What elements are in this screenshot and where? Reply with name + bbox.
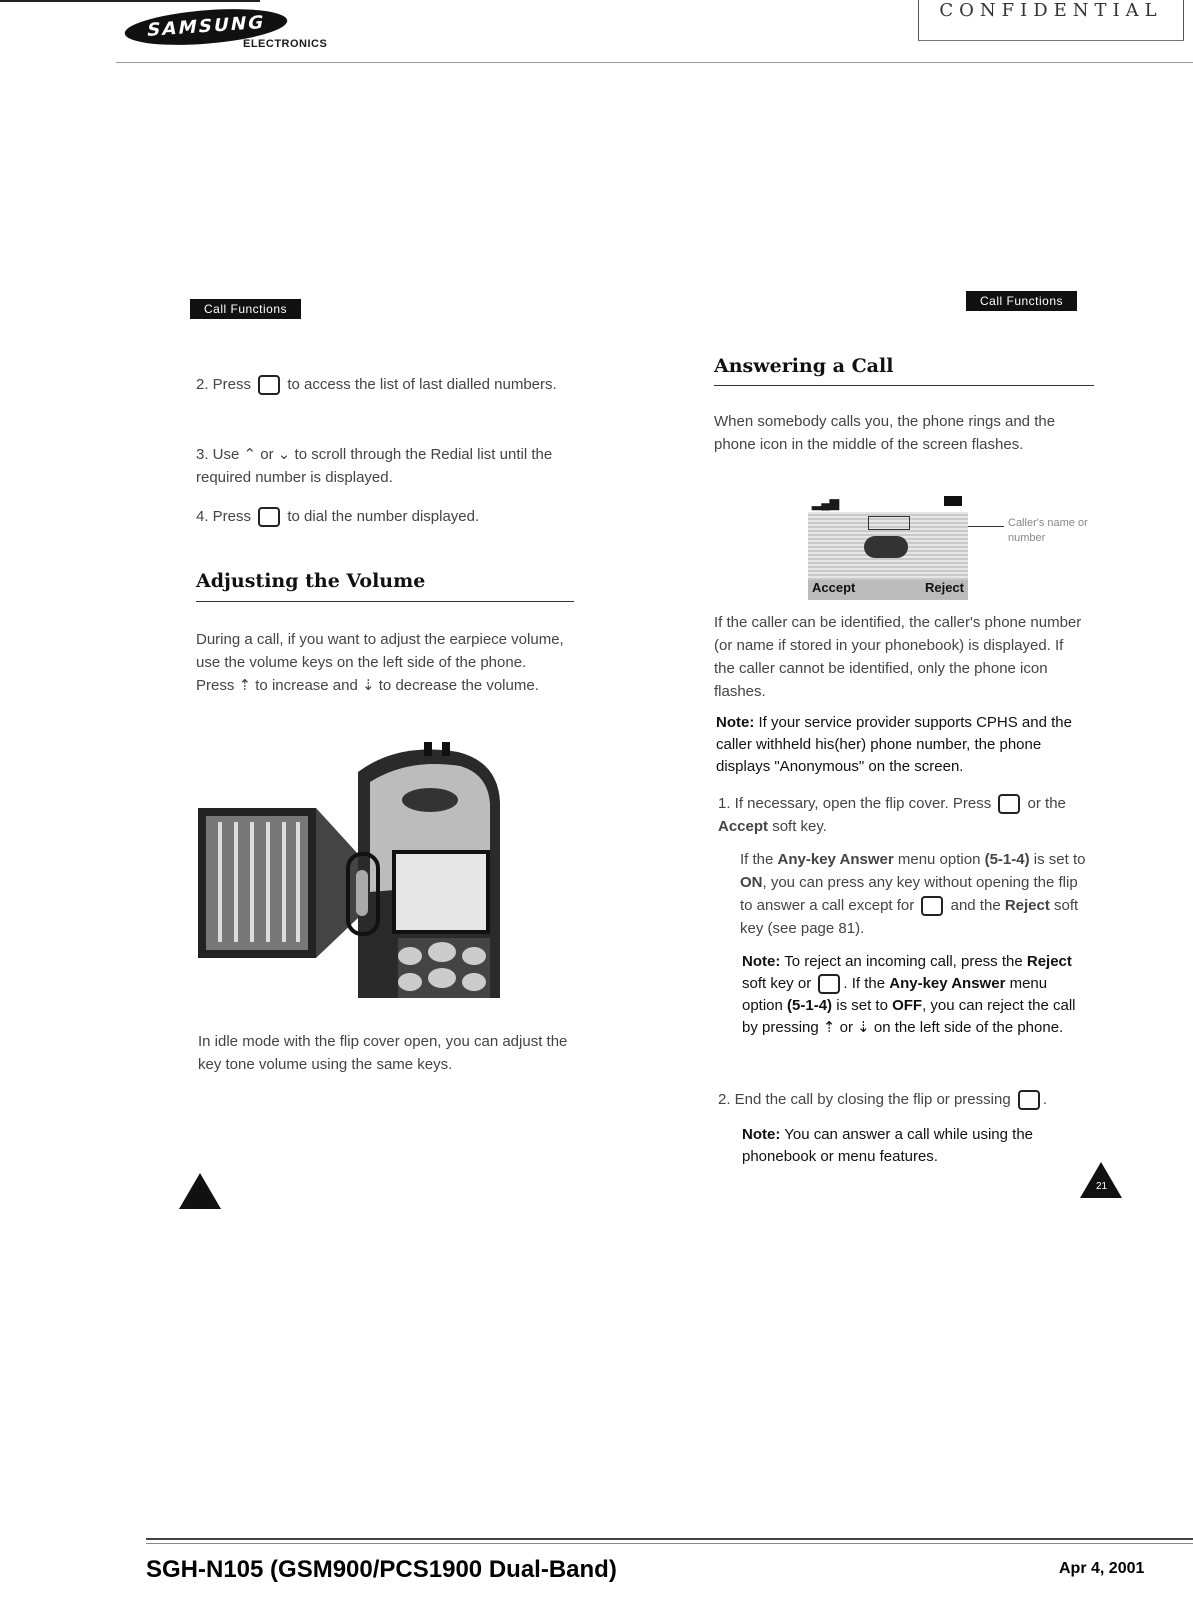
idle-mode-paragraph: In idle mode with the flip cover open, you can adjust the key tone volume using the same keys.: [198, 1033, 568, 1073]
anykey-paragraph: If the Any-key Answer menu option (5-1-4) is set to ON, you can press any key without opening the flip to answer a call except for and the Reject soft key (see page 81).: [740, 851, 1086, 937]
send-key-icon: [258, 375, 280, 395]
volume-down-icon: ⇣: [857, 1019, 870, 1036]
note-reject-call: Note: To reject an incoming call, press the Reject soft key or . If the Any-key Answer menu option (5-1-4) is set to OFF, you can reject the call by pressing ⇡ or ⇣ on the left side of the phone.: [742, 953, 1076, 1036]
send-key-icon: [258, 507, 280, 527]
caller-number-field: [868, 516, 910, 530]
heading-rule-right: [714, 385, 1094, 386]
end-key-icon: [921, 896, 943, 916]
up-key-icon: ⌃: [243, 446, 257, 463]
signal-icon: ▂▄▆: [812, 496, 839, 510]
answering-intro-paragraph: When somebody calls you, the phone rings and the phone icon in the middle of the screen flashes.: [714, 413, 1056, 453]
step-2-right: 2. End the call by closing the flip or pressing .: [718, 1088, 1088, 1111]
battery-icon: [944, 496, 962, 506]
heading-rule-left: [196, 601, 574, 602]
volume-down-icon: ⇣: [362, 677, 375, 694]
prev-page-triangle-icon[interactable]: [179, 1173, 221, 1209]
down-key-icon: ⌄: [277, 446, 291, 463]
step-4-left: 4. Press to dial the number displayed.: [196, 505, 576, 528]
section-tab-left: Call Functions: [190, 299, 301, 319]
footer-date: Apr 4, 2001: [1059, 1560, 1145, 1577]
heading-adjusting-volume: Adjusting the Volume: [196, 570, 426, 592]
volume-up-icon: ⇡: [822, 1019, 836, 1036]
incoming-call-screen: [808, 492, 968, 600]
top-edge-rule: [0, 0, 260, 2]
note-phonebook: Note: You can answer a call while using the phonebook or menu features.: [742, 1126, 1034, 1165]
page-number: 21: [1096, 1181, 1108, 1192]
note-cphs: Note: If your service provider supports CPHS and the caller withheld his(her) phone number, the phone displays "Anonymous" on the screen.: [716, 714, 1072, 775]
callout-caller-name: Caller's name or number: [1008, 517, 1088, 544]
footer-rule-thin: [146, 1543, 1193, 1544]
screen-softkeys: [808, 580, 968, 600]
header-rule: [116, 62, 1193, 63]
step-3-left: 3. Use ⌃ or ⌄ to scroll through the Redial list until the required number is displayed.: [196, 446, 553, 486]
heading-answering-call: Answering a Call: [714, 355, 894, 377]
step-2-left: 2. Press to access the list of last dialled numbers.: [196, 373, 576, 396]
section-tab-right: Call Functions: [966, 291, 1077, 311]
volume-paragraph: During a call, if you want to adjust the earpiece volume, use the volume keys on the left side of the phone. Press ⇡ to increase and ⇣ to decrease the volume.: [196, 631, 564, 694]
samsung-logo: SAMSUNG: [122, 4, 290, 49]
callout-line: [968, 526, 1004, 527]
footer-rule: [146, 1538, 1193, 1540]
softkey-reject: Reject: [924, 580, 964, 595]
phone-volume-illustration: [198, 742, 518, 1032]
end-key-icon: [1018, 1090, 1040, 1110]
send-key-icon: [998, 794, 1020, 814]
caller-identified-paragraph: If the caller can be identified, the caller's phone number (or name if stored in your phonebook) is displayed. If the caller cannot be identified, only the phone icon flashes.: [714, 614, 1082, 700]
phone-flash-icon: [864, 536, 908, 558]
footer-model: SGH-N105 (GSM900/PCS1900 Dual-Band): [146, 1556, 617, 1583]
end-key-icon: [818, 974, 840, 994]
softkey-accept: Accept: [812, 580, 856, 595]
next-page-triangle-icon[interactable]: [1080, 1162, 1122, 1198]
confidential-stamp: CONFIDENTIAL: [918, 0, 1184, 41]
volume-up-icon: ⇡: [238, 677, 252, 694]
screen-status-bar: [808, 492, 968, 512]
logo-subtitle: ELECTRONICS: [243, 38, 328, 50]
step-1-right: 1. If necessary, open the flip cover. Press or the Accept soft key.: [718, 795, 1066, 835]
